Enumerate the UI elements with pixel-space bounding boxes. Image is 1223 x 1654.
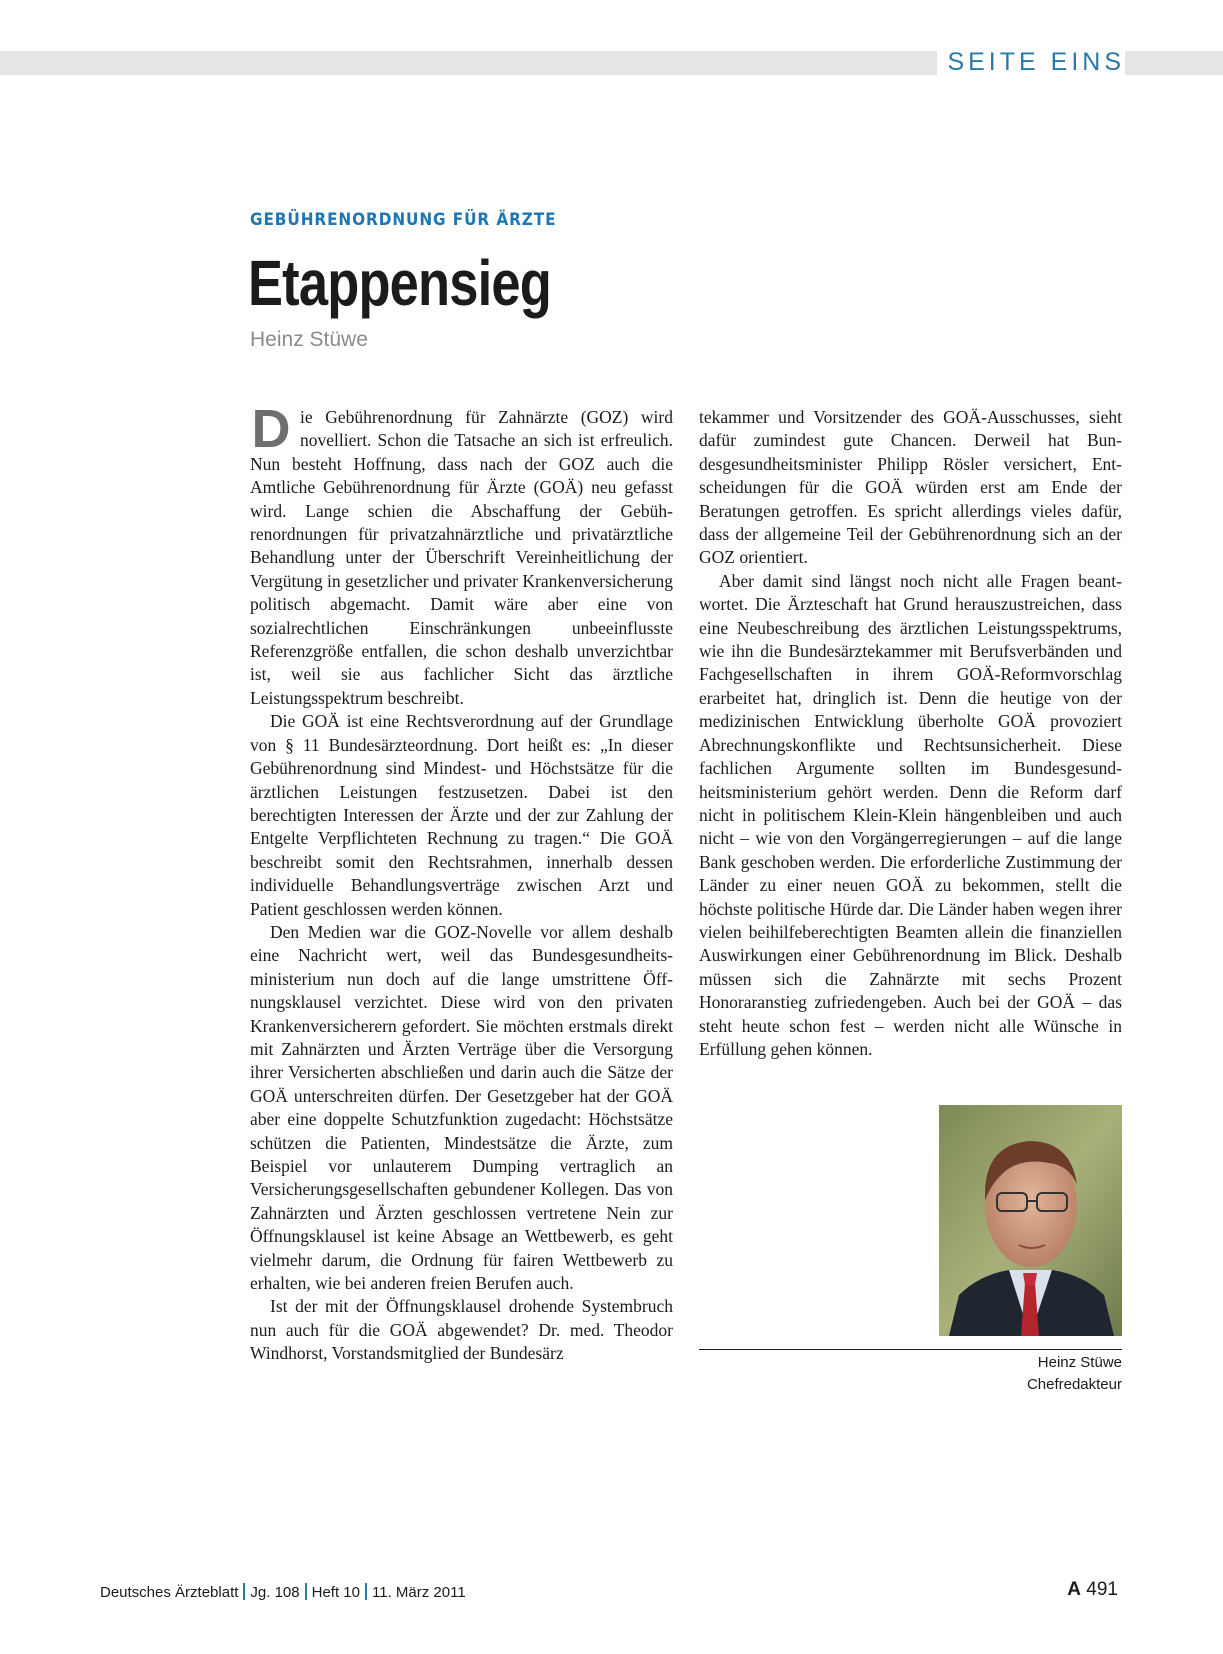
journal-date: 11. März 2011 xyxy=(372,1584,466,1601)
caption-role: Chefredakteur xyxy=(1026,1376,1122,1393)
article-title: Etappensieg xyxy=(248,247,552,319)
article-author: Heinz Stüwe xyxy=(250,328,368,351)
article-column-right xyxy=(699,406,1122,1061)
page-number-value: 491 xyxy=(1086,1579,1118,1600)
caption-divider xyxy=(699,1349,1122,1350)
journal-issue: Heft 10 xyxy=(311,1584,360,1601)
paragraph: Die Gebührenordnung für Zahnärzte (GOZ) wird novelliert. Schon die Tatsache an sich ist erfreulich. Nun besteht Hoffnung, dass nach der GOZ auch die Amtliche Gebührenordnung für Ärzte (GOÄ) neu gefasst wird. Lange schien die Abschaffung der Gebührenordnungen für privatzahnärztliche und privatärztliche Behandlung unter der Überschrift Vereinheitlichung der Vergütung in gesetzlicher und privater Krankenversicherung politisch abgemacht. Damit wäre aber eine von sozialrechtlichen Einschränkungen unbeeinflusste Referenzgröße entfallen, die schon deshalb unverzichtbar ist, weil sie aus fachlicher Sicht das ärztliche Leistungsspektrum beschreibt. xyxy=(250,399,673,708)
paragraph: Ist der mit der Öffnungsklausel drohende Systembruch nun auch für die GOÄ abgewendet? Dr. med. Theodor Windhorst, Vorstandsmitglied der Bundesärz xyxy=(250,1296,673,1364)
drop-cap: D xyxy=(251,399,291,459)
journal-name: Deutsches Ärzteblatt xyxy=(100,1584,239,1601)
paragraph: Die GOÄ ist eine Rechtsverordnung auf der Grundlage von § 11 Bundesärzteordnung. Dort heißt es: „In dieser Gebührenordnung sind Mindest- und Höchstsätze für die ärztlichen Leistungen festzusetzen. Dabei ist den berechtigten Interessen der Ärzte und der zur Zahlung der Entgelte Verpflichteten Rechnung zu tragen.“ Die GOÄ beschreibt somit den Rechtsrahmen, innerhalb dessen individuelle Behandlungsverträge zwischen Arzt und Patient geschlossen werden können. xyxy=(250,711,673,919)
footer-citation xyxy=(100,1583,466,1601)
journal-volume: Jg. 108 xyxy=(250,1584,300,1601)
photo-caption xyxy=(1027,1352,1122,1396)
page-prefix: A xyxy=(1067,1579,1082,1600)
paragraph: Aber damit sind längst noch nicht alle Fragen beantwortet. Die Ärzteschaft hat Grund herauszustreichen, dass eine Neubeschreibung des ärztlichen Leistungsspektrums, wie ihn die Bundesärztekammer mit Berufsverbänden und Fachgesellschaften in ihrem GOÄ-Reformvorschlag erarbeitet hat, dringlich ist. Denn die heutige von der medizinischen Entwicklung überholte GOÄ provoziert Abrechnungskonflikte und Rechtsunsicherheit. Diese fachlichen Argumente sollten im Bundesgesundheitsministerium gehört werden. Denn die Reform darf nicht in politischem Klein-Klein hängenbleiben und auch nicht – wie von den Vorgängerregierungen – auf die lange Bank geschoben werden. Die erforderliche Zustimmung der Länder zu einer neuen GOÄ zu bekommen, stellt die höchste politische Hürde dar. Die Länder haben wegen ihrer vielen beihilfeberechtigten Beamten allein die finanziellen Auswirkungen einer Gebührenordnung im Blick. Deshalb müssen sich die Zahnärzte mit sechs Prozent Honoraranstieg zufriedengeben. Auch bei der GOÄ – das steht heute schon fest – werden nicht alle Wünsche in Erfüllung gehen können. xyxy=(699,570,1122,1059)
article-column-left xyxy=(250,399,673,1366)
section-label: SEITE EINS xyxy=(937,46,1125,78)
paragraph: tekammer und Vorsitzender des GOÄ-Ausschusses, sieht dafür zumindest gute Chancen. Derweil hat Bundesgesundheitsminister Philipp Rösler versichert, Entscheidungen für die GOÄ würden erst am Ende der Beratungen getroffen. Es spricht allerdings vieles dafür, dass der allgemeine Teil der Gebührenordnung sich an der GOZ orientiert. xyxy=(699,407,1122,568)
author-photo xyxy=(939,1105,1122,1336)
page-number xyxy=(1067,1579,1118,1601)
paragraph: Den Medien war die GOZ-Novelle vor allem deshalb eine Nachricht wert, weil das Bundesgesundheitsministerium nun doch auf die lange umstrittene Öffnungsklausel verzichtet. Diese wird von den privaten Krankenversicherern gefordert. Sie möchten erstmals direkt mit Zahnärzten und Ärzten Verträge über die Versorgung ihrer Versicherten abschließen und darin auch die Sätze der GOÄ unterschreiten dürfen. Der Gesetzgeber hat der GOÄ aber eine doppelte Schutzfunktion zugedacht: Höchstsätze schützen die Patienten, Mindestsätze die Ärzte, zum Beispiel vor unlauterem Dumping vertraglich an Versicherungsgesellschaften gebundener Kollegen. Das von Zahnärzten und Ärzten geschlossen vertretene Nein zur Öffnungsklausel ist keine Absage an Wettbewerb, es geht vielmehr darum, die Ordnung für fairen Wettbewerb zu erhalten, wie bei anderen freien Berufen auch. xyxy=(250,921,673,1294)
caption-name: Heinz Stüwe xyxy=(1037,1354,1122,1371)
article-kicker: GEBÜHRENORDNUNG FÜR ÄRZTE xyxy=(250,210,557,230)
